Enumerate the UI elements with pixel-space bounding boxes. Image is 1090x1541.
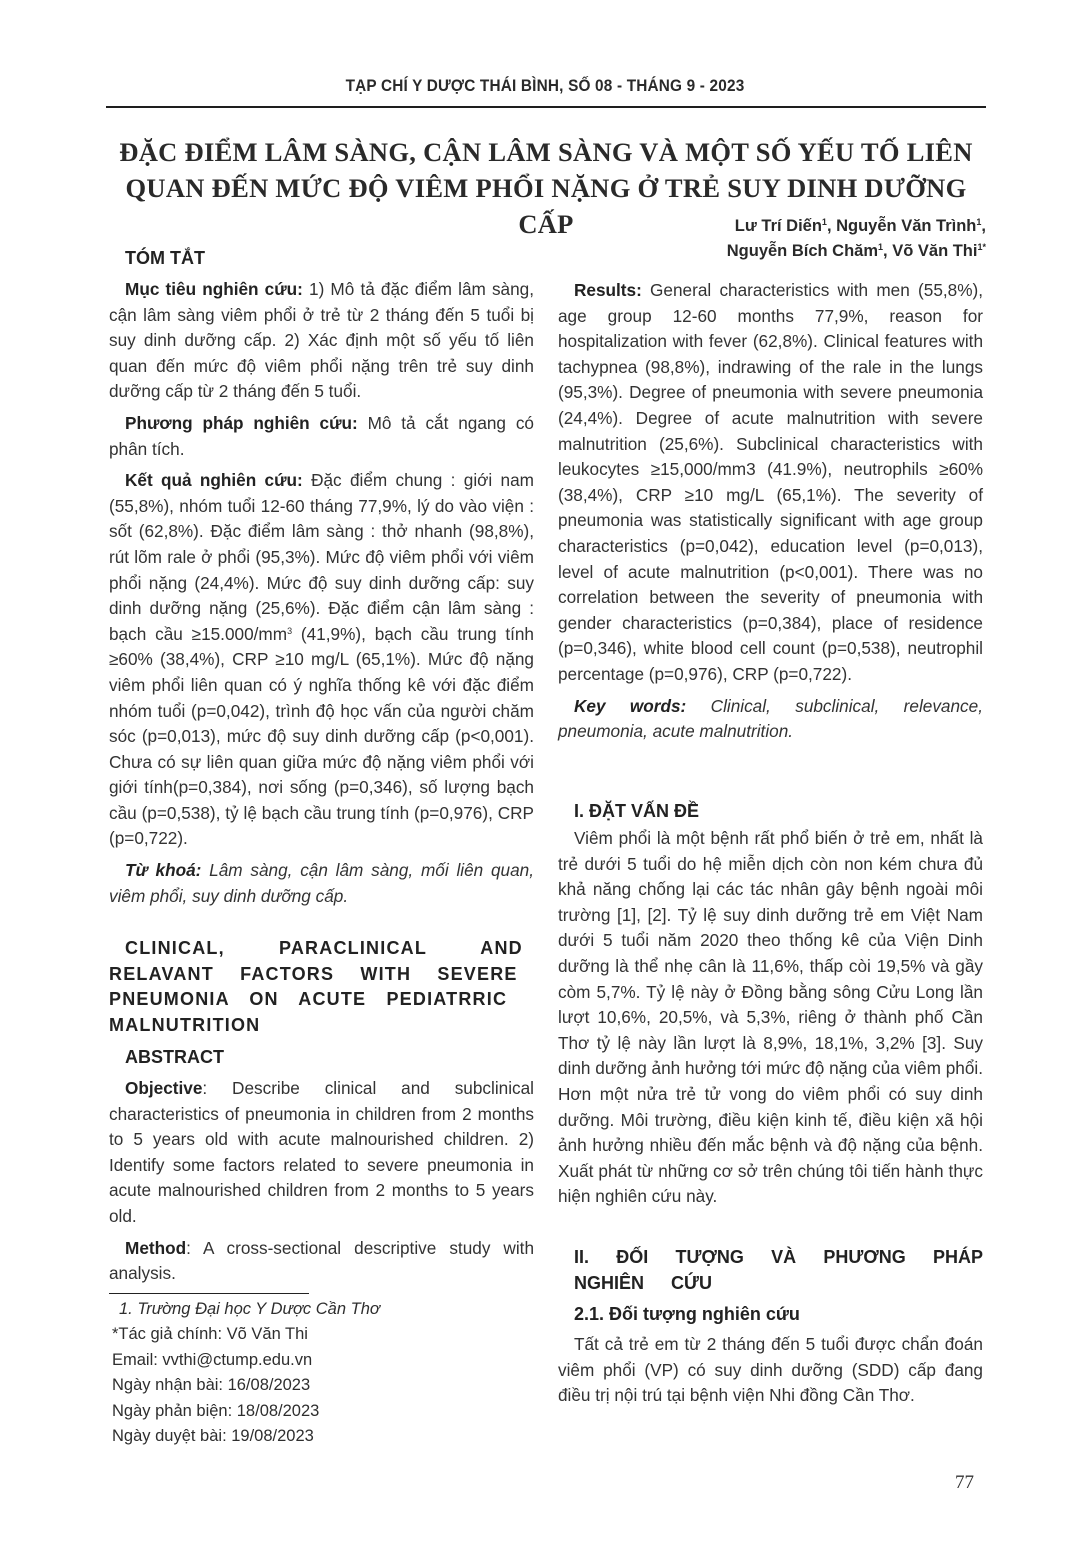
en-abstract-heading: ABSTRACT [125,1047,224,1067]
section-paragraph: Viêm phổi là một bệnh rất phổ biến ở trẻ em, nhất là trẻ dưới 5 tuổi do hệ miễn dịch còn non kém chưa đủ khả năng chống lại các tác nhân gây bệnh ngoài môi trường [1], [2]. Tỷ lệ suy dinh dưỡng trẻ em Việt Nam dưới 5 tuổi năm 2020 theo thống kê của Viện Dinh dưỡng là thể nhẹ cân là 11,6%, thấp còi 19,5% và gầy còm 5,7%. Tỷ lệ này ở Đồng bằng sông Cửu Long lần lượt 10,6%, 20,5%, và 5,3%, riêng ở thành phố Cần Thơ tỷ lệ này lần lượt là 8,9%, 18,1%, 3,2% [3]. Suy dinh dưỡng ảnh hưởng tới mức độ nặng của viêm phổi. Hơn một nửa trẻ tử vong do viêm phổi có suy dinh dưỡng. Môi trường, điều kiện kinh tế, điều kiện xã hội ảnh hưởng nhiều đến mắc bệnh và độ nặng của bệnh. Xuất phát từ những cơ sở trên chúng tôi tiến hành thực hiện nghiên cứu này. [558,828,983,1207]
author-line [727,239,986,264]
author-name: Nguyễn Văn Trình [836,217,977,235]
footnote-received-date: Ngày nhận bài: 16/08/2023 [112,1376,311,1395]
vi-method-label: Phương pháp nghiên cứu: [125,412,358,433]
superscript: 3 [287,625,293,636]
article-title-line: ĐẶC ĐIỂM LÂM SÀNG, CẬN LÂM SÀNG VÀ MỘT SỐ YẾU TỐ LIÊN [119,137,973,167]
section-heading: II. ĐỐI TƯỢNG VÀ PHƯƠNG PHÁP NGHIÊN CỨU [574,1247,983,1293]
author-name: Lư Trí Diến [734,217,822,235]
english-title-line [109,936,534,962]
section-methods [558,1244,983,1409]
footnote-divider [109,1293,309,1294]
english-title-line: MALNUTRITION [109,1014,261,1035]
vi-keywords-paragraph [109,858,534,909]
separator: , [981,217,986,235]
english-title-line-text: CLINICAL, PARACLINICAL AND [125,938,523,958]
footnote-main-author: *Tác giả chính: Võ Văn Thi [112,1325,308,1344]
affiliation-mark: 1 [821,217,827,227]
author-name: Võ Văn Thi [892,242,978,260]
vi-objective-text: 1) Mô tả đặc điểm lâm sàng, cận lâm sàng viêm phổi ở trẻ từ 2 tháng đến 5 tuổi bị suy dinh dưỡng cấp. 2) Xác định một số yếu tố liên quan đến mức độ viêm phổi nặng trên trẻ suy dinh dưỡng cấp từ 2 tháng đến 5 tuổi. [109,279,534,402]
vi-method-paragraph [109,411,534,462]
en-results-text: General characteristics with men (55,8%), age group 12-60 months 77,9%, reason for hospitalization with fever (62,8%). Clinical features with tachypnea (98,8%), indrawing of the rale in the lungs (95,3%). Degree of pneumonia with severe pneumonia (24,4%). Degree of acute malnutrition with severe malnutrition (25,6%). Subclinical characteristics with leukocytes ≥15,000/mm3 (41.9%), neutrophils ≥60% (38,4%), CRP ≥10 mg/L (65,1%). The severity of pneumonia was statistically significant with age group characteristics (p=0,042), education level (p=0,013), level of acute malnutrition (p<0,001). There was no correlation between the severity of pneumonia with gender characteristics (p=0,384), place of residence (p=0,346), white blood cell count (p=0,538), neutrophil percentage (p=0,976), CRP (p=0,722). [558,280,983,684]
subsection-heading: 2.1. Đối tượng nghiên cứu [574,1304,800,1324]
vi-keywords-text: Lâm sàng, cận lâm sàng, mối liên quan, viêm phổi, suy dinh dưỡng cấp. [109,860,534,906]
affiliation-mark: 1 [878,242,884,252]
en-results-paragraph [558,278,983,688]
author-list [727,214,986,264]
affiliation-mark: 1* [977,242,986,252]
footnote-email: Email: vvthi@ctump.edu.vn [112,1350,313,1369]
vi-objective-label: Mục tiêu nghiên cứu: [125,279,303,299]
journal-header: TẠP CHÍ Y DƯỢC THÁI BÌNH, SỐ 08 - THÁNG 9 - 2023 [345,77,745,95]
author-line [727,214,986,239]
vi-results-paragraph [109,468,534,852]
vi-abstract [109,245,534,909]
article-title-line: QUAN ĐẾN MỨC ĐỘ VIÊM PHỔI NẶNG Ở TRẺ SUY DINH DƯỠNG CẤP [125,173,967,239]
section-heading: I. ĐẶT VẤN ĐỀ [574,801,700,821]
author-name: Nguyễn Bích Chăm [726,242,879,260]
english-title-line: RELAVANT FACTORS WITH SEVERE [109,963,518,984]
en-method-label: Method [125,1237,187,1258]
en-keywords-paragraph [558,694,983,745]
english-title [109,936,534,1038]
en-keywords-text: Clinical, subclinical, relevance, pneumonia, acute malnutrition. [558,695,983,742]
separator: , [883,242,893,260]
affiliation-mark: 1 [976,217,982,227]
footnotes [109,1297,534,1449]
en-abstract-left [109,1044,534,1287]
en-objective-paragraph [109,1076,534,1230]
vi-results-label: Kết quả nghiên cứu: [125,470,303,491]
en-method-text: : A cross-sectional descriptive study with analysis. [109,1237,534,1284]
header-divider [106,106,986,108]
en-method-paragraph [109,1236,534,1287]
vi-method-text: Mô tả cắt ngang có phân tích. [109,412,534,459]
en-abstract-right [558,278,983,745]
vi-abstract-heading: TÓM TẮT [125,248,205,268]
footnote-affiliation: 1. Trường Đại học Y Dược Cần Thơ [119,1300,380,1318]
footnote-accepted-date: Ngày duyệt bài: 19/08/2023 [112,1427,314,1446]
vi-results-text: Đặc điểm chung : giới nam (55,8%), nhóm tuổi 12-60 tháng 77,9%, lý do vào viện : sốt (62,8%). Đặc điểm lâm sàng : thở nhanh (98,8%), rút lõm rale ở phổi (95,3%). Mức độ viêm phổi với viêm phổi nặng (24,4%). Mức độ suy dinh dưỡng cấp: suy dinh dưỡng nặng (25,6%). Đặc điểm cận lâm sàng : bạch cầu ≥15.000/mm [109,470,534,644]
en-keywords-label: Key words: [574,695,687,716]
vi-results-text: (41,9%), bạch cầu trung tính ≥60% (38,4%), CRP ≥10 mg/L (65,1%). Mức độ nặng viêm phổi liên quan có ý nghĩa thống kê với đặc điểm nhóm tuổi (p=0,042), trình độ học vấn của người chăm sóc (p=0,013), mức độ suy dinh dưỡng cấp (p<0,001). Chưa có sự liên quan giữa mức độ nặng viêm phổi với giới tính(p=0,384), nơi sống (p=0,346), số lượng bạch cầu (p=0,538), tỷ lệ bạch cầu trung tính (p=0,976), CRP (p=0,722). [109,623,534,849]
page-number: 77 [955,1472,974,1493]
separator: , [826,217,837,235]
section-introduction [558,798,983,1210]
en-objective-text: : Describe clinical and subclinical characteristics of pneumonia in children from 2 months to 5 years old with acute malnourished children. 2) Identify some factors related to severe pneumonia in acute malnourished children from 2 months to 5 years old. [109,1078,534,1226]
section-paragraph: Tất cả trẻ em từ 2 tháng đến 5 tuổi được chẩn đoán viêm phổi (VP) có suy dinh dưỡng (SDD) cấp đang điều trị nội trú tại bệnh viện Nhi đồng Cần Thơ. [558,1334,983,1406]
english-title-line: PNEUMONIA ON ACUTE PEDIATRRIC [109,989,508,1009]
en-results-label: Results: [574,280,642,300]
vi-keywords-label: Từ khoá: [125,860,202,881]
vi-objective-paragraph [109,277,534,405]
english-title-text [109,936,534,1038]
footnote-review-date: Ngày phản biện: 18/08/2023 [112,1401,320,1420]
en-objective-label: Objective [125,1078,203,1098]
